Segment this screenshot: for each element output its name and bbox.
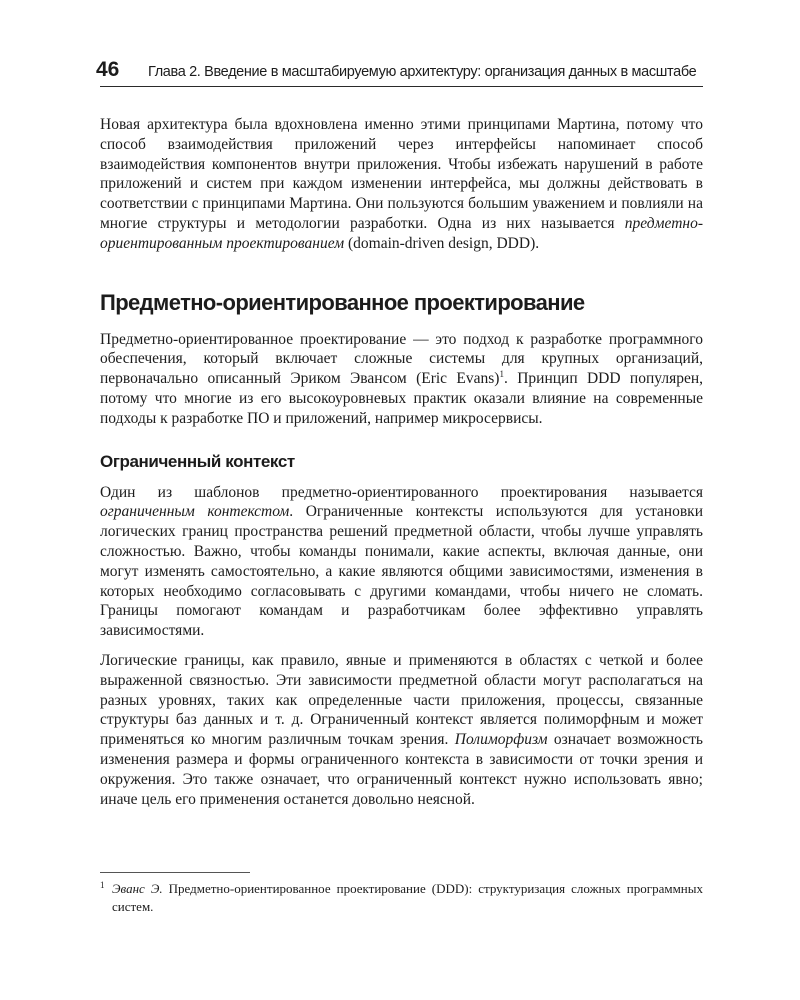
subsection-p1-text-a: Один из шаблонов предметно-ориентированного проектирования называется bbox=[100, 483, 703, 501]
intro-term: предметно-ориентированным проектированием bbox=[100, 214, 703, 252]
subsection-p2-term: Полиморфизм bbox=[454, 731, 548, 749]
section-text-b: . Принцип DDD популярен, потому что многие из его высокоуровневых практик оказали влияние на современные подходы к разработке ПО и приложений, например микросервисы. bbox=[100, 370, 703, 427]
footnote-text bbox=[100, 880, 703, 915]
footnote-reference[interactable]: 1 bbox=[499, 369, 504, 380]
subsection-paragraph-1 bbox=[100, 483, 703, 641]
subsection-p1-term: ограниченным контекстом bbox=[100, 503, 290, 521]
subsection-heading: Ограниченный контекст bbox=[100, 451, 295, 471]
section-paragraph bbox=[100, 330, 703, 429]
footnote-divider bbox=[100, 872, 250, 873]
intro-text-b: (domain-driven design, DDD). bbox=[344, 234, 540, 252]
subsection-p2-text-b: означает возможность изменения размера и формы ограниченного контекста в зависимости от точки зрения и окружения. Это также означает, что ограниченный контекст нужно использовать явно; иначе цель его применения останется довольно неясной. bbox=[100, 731, 703, 808]
footnote-body: Предметно-ориентированное проектирование (DDD): структуризация сложных программных систем. bbox=[112, 881, 703, 914]
intro-text-a: Новая архитектура была вдохновлена именно этими принципами Мартина, потому что способ взаимодействия приложений через интерфейсы напоминает способ взаимодействия компонентов внутри приложения. Чтобы избежать нарушений в работе приложений и систем при каждом изменении интерфейса, мы должны действовать в соответствии с принципами Мартина. Они пользуются большим уважением и повлияли на многие структуры и методологии разработки. Одна из них называется bbox=[100, 116, 703, 232]
footnote-mark: 1 bbox=[100, 880, 105, 890]
subsection-p1-text-b: . Ограниченные контексты используются для установки логических границ пространства решений предметной области, чтобы лучше управлять сложностью. Важно, чтобы команды понимали, какие аспекты, включая данные, они могут изменять самостоятельно, а какие являются общими зависимостями, изменения в которых необходимо согласовывать с другими командами, чтобы ничего не сломать. Границы помогают командам и разработчикам более эффективно управлять зависимостями. bbox=[100, 503, 703, 640]
body-text bbox=[100, 115, 703, 809]
page-number: 46 bbox=[96, 58, 120, 81]
subsection-paragraph-2 bbox=[100, 651, 703, 809]
intro-paragraph bbox=[100, 115, 703, 254]
section-heading: Предметно-ориентированное проектирование bbox=[100, 289, 585, 315]
page-content bbox=[96, 58, 703, 809]
section-text-a: Предметно-ориентированное проектирование — это подход к разработке программного обеспечения, который включает сложные системы для крупных организаций, первоначально описанный Эриком Эвансом (Eric Evans) bbox=[100, 330, 703, 388]
footnote bbox=[100, 880, 703, 915]
chapter-title: Глава 2. Введение в масштабируемую архитектуру: организация данных в масштабе bbox=[148, 64, 697, 80]
running-header bbox=[96, 58, 703, 87]
footnote-author: Эванс Э. bbox=[112, 881, 163, 896]
subsection-p2-text-a: Логические границы, как правило, явные и применяются в областях с четкой и более выраженной связностью. Эти зависимости предметной области могут располагаться на разных уровнях, таких как определенные части приложения, процессы, связанные структуры баз данных и т. д. Ограниченный контекст является полиморфным и может применяться ко многим различным точкам зрения. bbox=[100, 651, 703, 749]
